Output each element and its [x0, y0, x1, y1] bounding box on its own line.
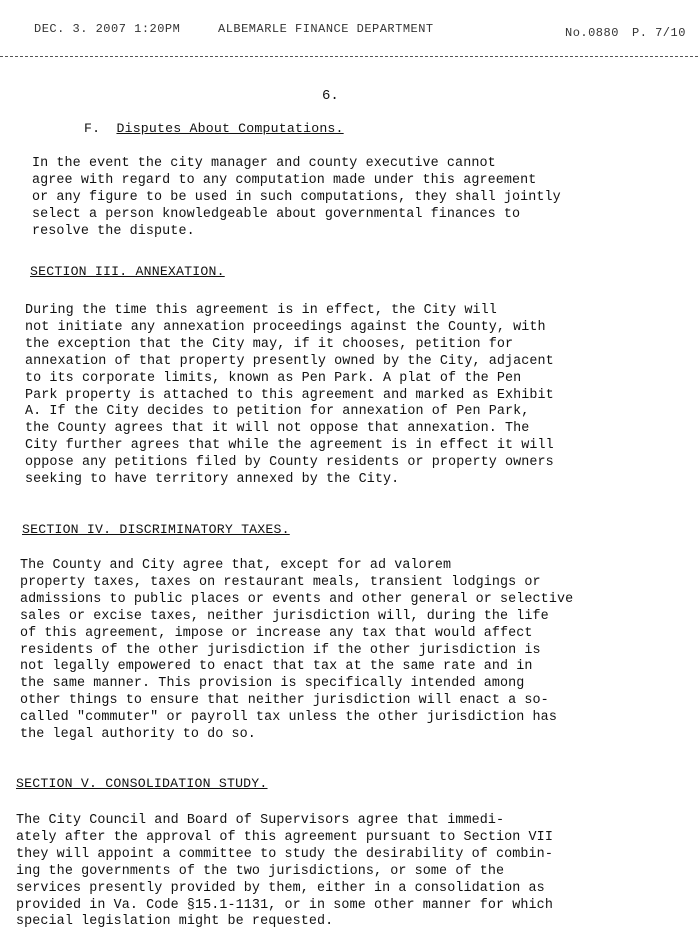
section-f-title: Disputes About Computations.: [116, 121, 344, 136]
fax-header-rule: [0, 56, 698, 57]
section-iii-title: SECTION III. ANNEXATION.: [30, 264, 225, 279]
section-v-body: The City Council and Board of Supervisors agree that immedi- ately after the approval of this agreement pursuant to Section VII they will appoint a committee to study the desirability of combin- ing the governments of the two jurisdictions, or some of the services presently provided by them, either in a consolidation as provided in Va. Code §15.1-1131, or in some other manner for which special legislation might be requested.: [16, 813, 553, 930]
page-number: 6.: [322, 88, 339, 104]
section-iii-heading: [30, 264, 225, 279]
section-iv-body: The County and City agree that, except for ad valorem property taxes, taxes on restaurant meals, transient lodgings or admissions to public places or events and other general or selective sales or excise taxes, neither jurisdiction will, during the life of this agreement, impose or increase any tax that would affect residents of the other jurisdiction if the other jurisdiction is not legally empowered to enact that tax at the same rate and in the same manner. This provision is specifically intended among other things to ensure that neither jurisdiction will enact a so- called "commuter" or payroll tax unless the other jurisdiction has the legal authority to do so.: [20, 558, 574, 743]
fax-header: [0, 22, 698, 46]
section-f-letter: F.: [84, 121, 101, 136]
fax-number: No.0880: [565, 26, 619, 40]
section-iii-body: During the time this agreement is in effect, the City will not initiate any annexation proceedings against the County, with the exception that the City may, if it chooses, petition for annexation of that property presently owned by the City, adjacent to its corporate limits, known as Pen Park. A plat of the Pen Park property is attached to this agreement and marked as Exhibit A. If the City decides to petition for annexation of Pen Park, the County agrees that it will not oppose that annexation. The City further agrees that while the agreement is in effect it will oppose any petitions filed by County residents or property owners seeking to have territory annexed by the City.: [25, 303, 554, 488]
section-f-body: In the event the city manager and county executive cannot agree with regard to any computation made under this agreement or any figure to be used in such computations, they shall jointly select a person knowledgeable about governmental finances to resolve the dispute.: [32, 156, 561, 239]
fax-sender: ALBEMARLE FINANCE DEPARTMENT: [218, 22, 434, 36]
section-iv-heading: [22, 522, 290, 537]
section-f-heading: [84, 121, 344, 136]
section-v-heading: [16, 776, 268, 791]
fax-timestamp: DEC. 3. 2007 1:20PM: [34, 22, 181, 36]
section-iv-title: SECTION IV. DISCRIMINATORY TAXES.: [22, 522, 290, 537]
fax-page: P. 7/10: [632, 26, 686, 40]
section-v-title: SECTION V. CONSOLIDATION STUDY.: [16, 776, 268, 791]
